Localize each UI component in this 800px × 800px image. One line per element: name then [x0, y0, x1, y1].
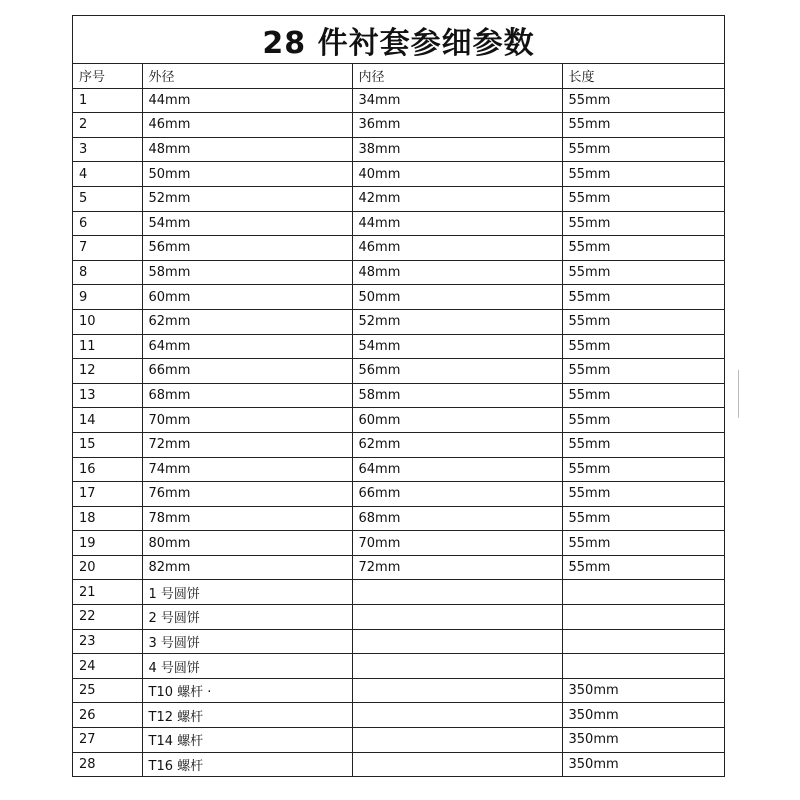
- cell-length: [562, 629, 724, 654]
- page-title: 28 件衬套参细参数: [73, 16, 724, 64]
- cell-outer-diameter: 52mm: [142, 186, 352, 211]
- table-row: [73, 605, 724, 630]
- table-row: [73, 580, 724, 605]
- table-row: [73, 137, 724, 162]
- cell-outer-diameter: 58mm: [142, 260, 352, 285]
- cell-inner-diameter: 48mm: [352, 260, 562, 285]
- cell-inner-diameter: 64mm: [352, 457, 562, 482]
- table-row: [73, 383, 724, 408]
- cell-outer-diameter: T12 螺杆: [142, 703, 352, 728]
- table-row: [73, 531, 724, 556]
- cell-length: 55mm: [562, 334, 724, 359]
- cell-index: 7: [73, 236, 142, 261]
- cell-inner-diameter: 44mm: [352, 211, 562, 236]
- cell-inner-diameter: 72mm: [352, 555, 562, 580]
- header-index: 序号: [73, 64, 142, 88]
- cell-outer-diameter: T14 螺杆: [142, 728, 352, 753]
- header-inner-diameter: 内径: [352, 64, 562, 88]
- cell-inner-diameter: 52mm: [352, 309, 562, 334]
- cell-length: 55mm: [562, 260, 724, 285]
- cell-index: 5: [73, 186, 142, 211]
- cell-length: 350mm: [562, 703, 724, 728]
- cell-inner-diameter: [352, 580, 562, 605]
- cell-index: 19: [73, 531, 142, 556]
- cell-index: 21: [73, 580, 142, 605]
- cell-inner-diameter: 40mm: [352, 162, 562, 187]
- cell-inner-diameter: [352, 654, 562, 679]
- cell-index: 20: [73, 555, 142, 580]
- table-row: [73, 309, 724, 334]
- cell-index: 12: [73, 359, 142, 384]
- cell-outer-diameter: 50mm: [142, 162, 352, 187]
- cell-inner-diameter: 62mm: [352, 432, 562, 457]
- cell-length: 350mm: [562, 728, 724, 753]
- table-row: [73, 629, 724, 654]
- cell-outer-diameter: 74mm: [142, 457, 352, 482]
- cell-index: 11: [73, 334, 142, 359]
- cell-outer-diameter: 46mm: [142, 113, 352, 138]
- table-row: [73, 113, 724, 138]
- table-row: [73, 236, 724, 261]
- cell-length: 55mm: [562, 236, 724, 261]
- cell-inner-diameter: [352, 605, 562, 630]
- cell-length: 55mm: [562, 383, 724, 408]
- table-row: [73, 678, 724, 703]
- cell-length: 55mm: [562, 285, 724, 310]
- cell-inner-diameter: 38mm: [352, 137, 562, 162]
- table-row: [73, 260, 724, 285]
- cell-inner-diameter: 54mm: [352, 334, 562, 359]
- cell-inner-diameter: 42mm: [352, 186, 562, 211]
- cell-index: 28: [73, 752, 142, 776]
- edge-mark: [738, 370, 739, 418]
- cell-outer-diameter: 2 号圆饼: [142, 605, 352, 630]
- cell-length: 55mm: [562, 88, 724, 113]
- cell-outer-diameter: 66mm: [142, 359, 352, 384]
- table-row: [73, 211, 724, 236]
- cell-inner-diameter: [352, 703, 562, 728]
- cell-index: 22: [73, 605, 142, 630]
- cell-inner-diameter: 68mm: [352, 506, 562, 531]
- cell-length: 55mm: [562, 113, 724, 138]
- cell-length: 350mm: [562, 678, 724, 703]
- cell-inner-diameter: 46mm: [352, 236, 562, 261]
- cell-outer-diameter: 1 号圆饼: [142, 580, 352, 605]
- cell-outer-diameter: 76mm: [142, 482, 352, 507]
- cell-inner-diameter: [352, 629, 562, 654]
- table-header-row: [73, 64, 724, 88]
- table-row: [73, 359, 724, 384]
- cell-inner-diameter: 66mm: [352, 482, 562, 507]
- cell-index: 17: [73, 482, 142, 507]
- cell-inner-diameter: 58mm: [352, 383, 562, 408]
- cell-index: 23: [73, 629, 142, 654]
- cell-index: 16: [73, 457, 142, 482]
- cell-length: 55mm: [562, 432, 724, 457]
- cell-index: 14: [73, 408, 142, 433]
- cell-inner-diameter: 60mm: [352, 408, 562, 433]
- cell-outer-diameter: 3 号圆饼: [142, 629, 352, 654]
- table-row: [73, 555, 724, 580]
- cell-outer-diameter: T10 螺杆 ·: [142, 678, 352, 703]
- cell-length: 55mm: [562, 309, 724, 334]
- cell-index: 4: [73, 162, 142, 187]
- cell-outer-diameter: 54mm: [142, 211, 352, 236]
- cell-length: 55mm: [562, 482, 724, 507]
- cell-index: 26: [73, 703, 142, 728]
- table-row: [73, 703, 724, 728]
- cell-inner-diameter: 56mm: [352, 359, 562, 384]
- cell-outer-diameter: 44mm: [142, 88, 352, 113]
- cell-inner-diameter: 36mm: [352, 113, 562, 138]
- cell-length: 55mm: [562, 137, 724, 162]
- cell-length: 55mm: [562, 186, 724, 211]
- cell-outer-diameter: 82mm: [142, 555, 352, 580]
- cell-inner-diameter: [352, 752, 562, 776]
- cell-length: 55mm: [562, 555, 724, 580]
- cell-index: 8: [73, 260, 142, 285]
- cell-outer-diameter: 70mm: [142, 408, 352, 433]
- table-row: [73, 285, 724, 310]
- cell-length: 55mm: [562, 211, 724, 236]
- cell-outer-diameter: 4 号圆饼: [142, 654, 352, 679]
- cell-outer-diameter: 62mm: [142, 309, 352, 334]
- cell-index: 15: [73, 432, 142, 457]
- table-row: [73, 728, 724, 753]
- table-row: [73, 186, 724, 211]
- cell-index: 3: [73, 137, 142, 162]
- cell-length: 55mm: [562, 457, 724, 482]
- cell-length: 55mm: [562, 506, 724, 531]
- header-length: 长度: [562, 64, 724, 88]
- cell-length: 55mm: [562, 408, 724, 433]
- cell-index: 9: [73, 285, 142, 310]
- cell-length: 55mm: [562, 162, 724, 187]
- parameter-table: [73, 64, 724, 776]
- header-outer-diameter: 外径: [142, 64, 352, 88]
- cell-inner-diameter: [352, 678, 562, 703]
- cell-index: 18: [73, 506, 142, 531]
- cell-inner-diameter: 34mm: [352, 88, 562, 113]
- table-row: [73, 334, 724, 359]
- table-row: [73, 752, 724, 776]
- cell-outer-diameter: T16 螺杆: [142, 752, 352, 776]
- cell-length: 55mm: [562, 531, 724, 556]
- cell-index: 27: [73, 728, 142, 753]
- cell-length: [562, 580, 724, 605]
- cell-outer-diameter: 60mm: [142, 285, 352, 310]
- cell-inner-diameter: 50mm: [352, 285, 562, 310]
- cell-outer-diameter: 72mm: [142, 432, 352, 457]
- table-row: [73, 432, 724, 457]
- parameter-table-sheet: [72, 15, 725, 777]
- cell-outer-diameter: 78mm: [142, 506, 352, 531]
- cell-outer-diameter: 64mm: [142, 334, 352, 359]
- table-row: [73, 162, 724, 187]
- cell-outer-diameter: 68mm: [142, 383, 352, 408]
- cell-index: 2: [73, 113, 142, 138]
- cell-length: [562, 605, 724, 630]
- cell-outer-diameter: 80mm: [142, 531, 352, 556]
- cell-index: 6: [73, 211, 142, 236]
- table-row: [73, 482, 724, 507]
- cell-index: 10: [73, 309, 142, 334]
- cell-index: 1: [73, 88, 142, 113]
- cell-outer-diameter: 48mm: [142, 137, 352, 162]
- table-row: [73, 506, 724, 531]
- table-row: [73, 88, 724, 113]
- cell-index: 13: [73, 383, 142, 408]
- cell-length: 350mm: [562, 752, 724, 776]
- table-row: [73, 457, 724, 482]
- cell-index: 25: [73, 678, 142, 703]
- table-row: [73, 654, 724, 679]
- cell-inner-diameter: 70mm: [352, 531, 562, 556]
- cell-length: [562, 654, 724, 679]
- cell-index: 24: [73, 654, 142, 679]
- cell-length: 55mm: [562, 359, 724, 384]
- cell-outer-diameter: 56mm: [142, 236, 352, 261]
- cell-inner-diameter: [352, 728, 562, 753]
- table-row: [73, 408, 724, 433]
